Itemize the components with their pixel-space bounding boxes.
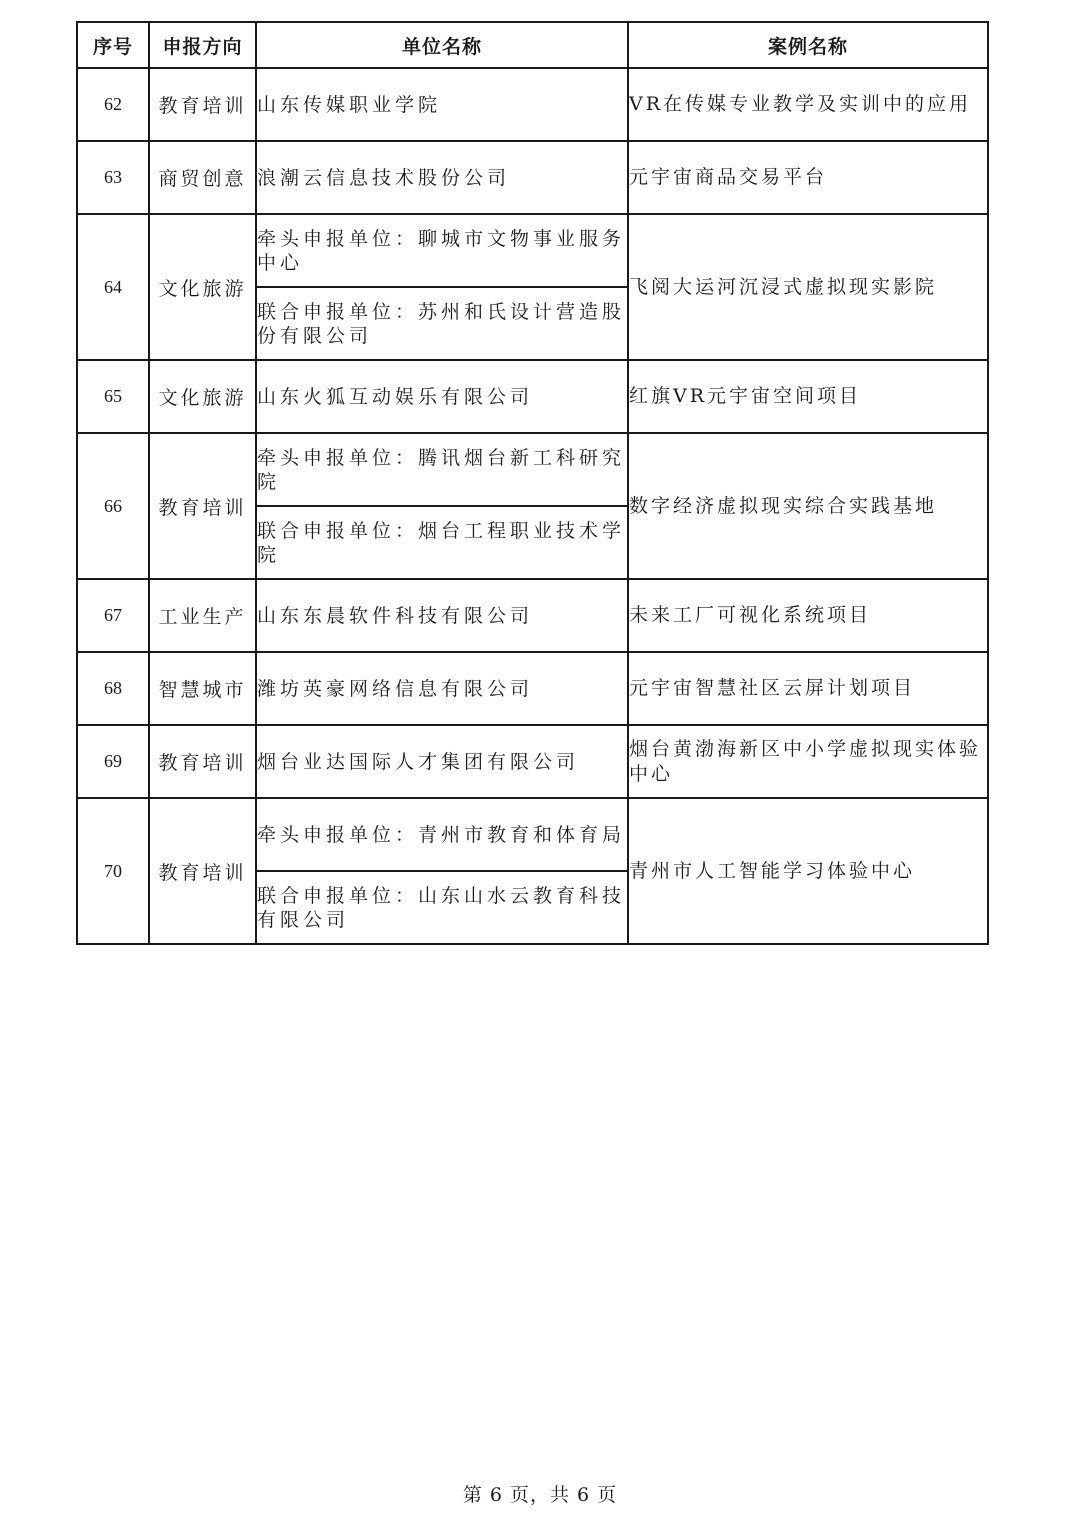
table-row <box>77 433 988 506</box>
case-cell: 飞阅大运河沉浸式虚拟现实影院 <box>628 214 988 360</box>
joint-unit-cell: 联合申报单位：苏州和氏设计营造股份有限公司 <box>256 287 628 360</box>
case-cell: 红旗VR元宇宙空间项目 <box>628 360 988 433</box>
case-cell: 未来工厂可视化系统项目 <box>628 579 988 652</box>
table-row <box>77 68 988 141</box>
header-seq: 序号 <box>77 22 149 68</box>
unit-cell: 浪潮云信息技术股份公司 <box>256 141 628 214</box>
direction-cell: 商贸创意 <box>149 141 256 214</box>
header-direction: 申报方向 <box>149 22 256 68</box>
direction-cell: 工业生产 <box>149 579 256 652</box>
case-cell: 数字经济虚拟现实综合实践基地 <box>628 433 988 579</box>
seq-cell: 70 <box>77 798 149 944</box>
unit-cell: 潍坊英豪网络信息有限公司 <box>256 652 628 725</box>
case-table <box>76 21 989 945</box>
seq-cell: 69 <box>77 725 149 798</box>
lead-unit-cell: 牵头申报单位：青州市教育和体育局 <box>256 798 628 871</box>
table-row <box>77 360 988 433</box>
table-row <box>77 652 988 725</box>
direction-cell: 教育培训 <box>149 725 256 798</box>
unit-cell: 山东东晨软件科技有限公司 <box>256 579 628 652</box>
case-cell: 元宇宙智慧社区云屏计划项目 <box>628 652 988 725</box>
table-row <box>77 214 988 287</box>
unit-cell: 山东火狐互动娱乐有限公司 <box>256 360 628 433</box>
joint-unit-cell: 联合申报单位：山东山水云教育科技有限公司 <box>256 871 628 944</box>
direction-cell: 教育培训 <box>149 68 256 141</box>
table-row <box>77 141 988 214</box>
seq-cell: 66 <box>77 433 149 579</box>
direction-cell: 文化旅游 <box>149 214 256 360</box>
lead-unit-cell: 牵头申报单位：腾讯烟台新工科研究院 <box>256 433 628 506</box>
direction-cell: 教育培训 <box>149 433 256 579</box>
lead-unit-cell: 牵头申报单位：聊城市文物事业服务中心 <box>256 214 628 287</box>
seq-cell: 63 <box>77 141 149 214</box>
case-cell: 元宇宙商品交易平台 <box>628 141 988 214</box>
joint-unit-cell: 联合申报单位：烟台工程职业技术学院 <box>256 506 628 579</box>
seq-cell: 64 <box>77 214 149 360</box>
direction-cell: 文化旅游 <box>149 360 256 433</box>
table-row <box>77 798 988 871</box>
page-footer: 第 6 页，共 6 页 <box>462 1484 618 1506</box>
case-cell: 烟台黄渤海新区中小学虚拟现实体验中心 <box>628 725 988 798</box>
case-cell: VR在传媒专业教学及实训中的应用 <box>628 68 988 141</box>
header-unit: 单位名称 <box>256 22 628 68</box>
table-header-row <box>77 22 988 68</box>
seq-cell: 62 <box>77 68 149 141</box>
unit-cell: 烟台业达国际人才集团有限公司 <box>256 725 628 798</box>
seq-cell: 65 <box>77 360 149 433</box>
seq-cell: 67 <box>77 579 149 652</box>
header-case: 案例名称 <box>628 22 988 68</box>
unit-cell: 山东传媒职业学院 <box>256 68 628 141</box>
table-row <box>77 725 988 798</box>
table-row <box>77 579 988 652</box>
direction-cell: 教育培训 <box>149 798 256 944</box>
seq-cell: 68 <box>77 652 149 725</box>
direction-cell: 智慧城市 <box>149 652 256 725</box>
case-cell: 青州市人工智能学习体验中心 <box>628 798 988 944</box>
